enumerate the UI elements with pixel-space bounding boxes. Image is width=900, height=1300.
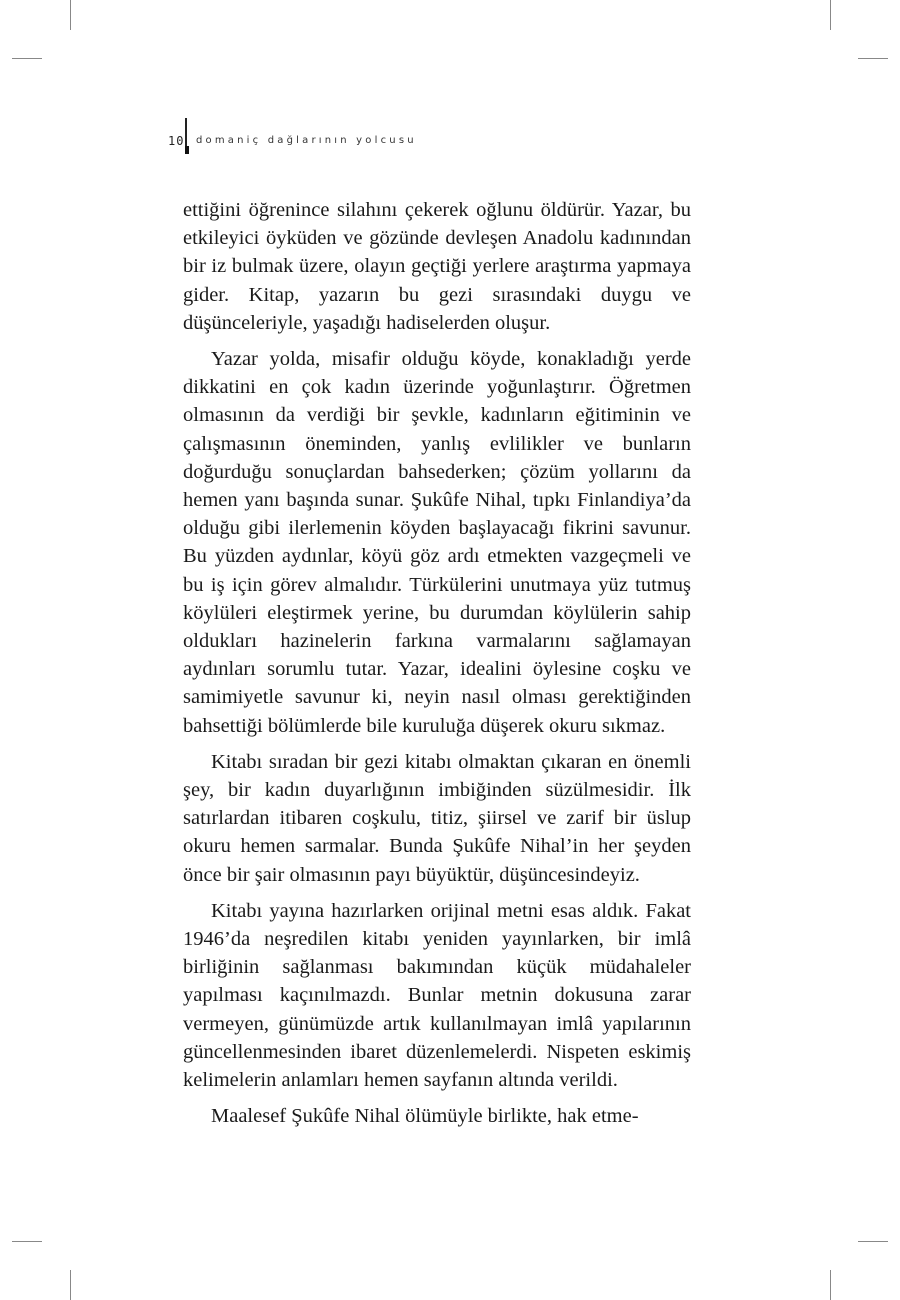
paragraph-3: Kitabı sıradan bir gezi kitabı olmaktan çıkaran en önemli şey, bir kadın duyarlığının imbiğinden süzülmesidir. İlk satırlardan itibaren coşkulu, titiz, şiirsel ve zarif bir üslup okuru hemen sarmalar. Bunda Şukûfe Nihal’in her şeyden önce bir şair olmasının payı büyüktür, düşüncesindeyiz.	[183, 750, 691, 886]
header-rule-block	[185, 146, 189, 154]
paragraph-2: Yazar yolda, misafir olduğu köyde, konakladığı yerde dikkatini en çok kadın üzerinde yoğunlaştırır. Öğretmen olmasının da verdiği bir şevkle, kadınların eğitiminin ve çalışmasının öneminden, yanlış evlilikler ve bunların doğurduğu sonuçlardan bahsederken; çözüm yollarını da hemen yanı başında sunar. Şukûfe Nihal, tıpkı Finlandiya’da olduğu gibi ilerlemenin köyden başlayacağı fikrini savunur. Bu yüzden aydınlar, köyü göz ardı etmekten vazgeçmeli ve bu iş için görev almalıdır. Türkülerini unutmaya yüz tutmuş köylüleri eleştirmek yerine, bu durumdan köylülerin sahip oldukları hazinelerin farkına varmalarını sağlamayan aydınları sorumlu tutar. Yazar, idealini öylesine coşku ve samimiyetle savunur ki, neyin nasıl olması gerektiğinden bahsettiği bölümlerde bile kuruluğa düşerek okuru sıkmaz.	[183, 348, 691, 737]
crop-mark-top-right-horizontal	[858, 58, 888, 59]
running-header	[168, 118, 568, 154]
crop-mark-bottom-left-horizontal	[12, 1241, 42, 1242]
running-title: domaniç dağlarının yolcusu	[196, 135, 417, 146]
paragraph-1: ettiğini öğrenince silahını çekerek oğlunu öldürür. Yazar, bu etkileyici öyküden ve gözünde devleşen Anadolu kadınından bir iz bulmak üzere, olayın geçtiği yerlere araştırma yapmaya gider. Kitap, yazarın bu gezi sırasındaki duygu ve düşünceleriyle, yaşadığı hadiselerden oluşur.	[183, 199, 691, 334]
crop-mark-bottom-right-horizontal	[858, 1241, 888, 1242]
body-text	[183, 196, 691, 1139]
crop-mark-top-right-vertical	[830, 0, 831, 30]
crop-mark-bottom-left-vertical	[70, 1270, 71, 1300]
paragraph-5: Maalesef Şukûfe Nihal ölümüyle birlikte, hak etme-	[211, 1105, 639, 1128]
paragraph-4: Kitabı yayına hazırlarken orijinal metni esas aldık. Fakat 1946’da neşredilen kitabı yeniden yayınlarken, bir imlâ birliğinin sağlanması bakımından küçük müdahaleler yapılması kaçınılmazdı. Bunlar metnin dokusuna zarar vermeyen, günümüzde artık kullanılmayan imlâ yapılarının güncellenmesinden ibaret düzenlemelerdi. Nispeten eskimiş kelimelerin anlamları hemen sayfanın altında verildi.	[183, 899, 691, 1092]
crop-mark-top-left-vertical	[70, 0, 71, 30]
page-number: 10	[168, 134, 185, 148]
crop-mark-top-left-horizontal	[12, 58, 42, 59]
crop-mark-bottom-right-vertical	[830, 1270, 831, 1300]
